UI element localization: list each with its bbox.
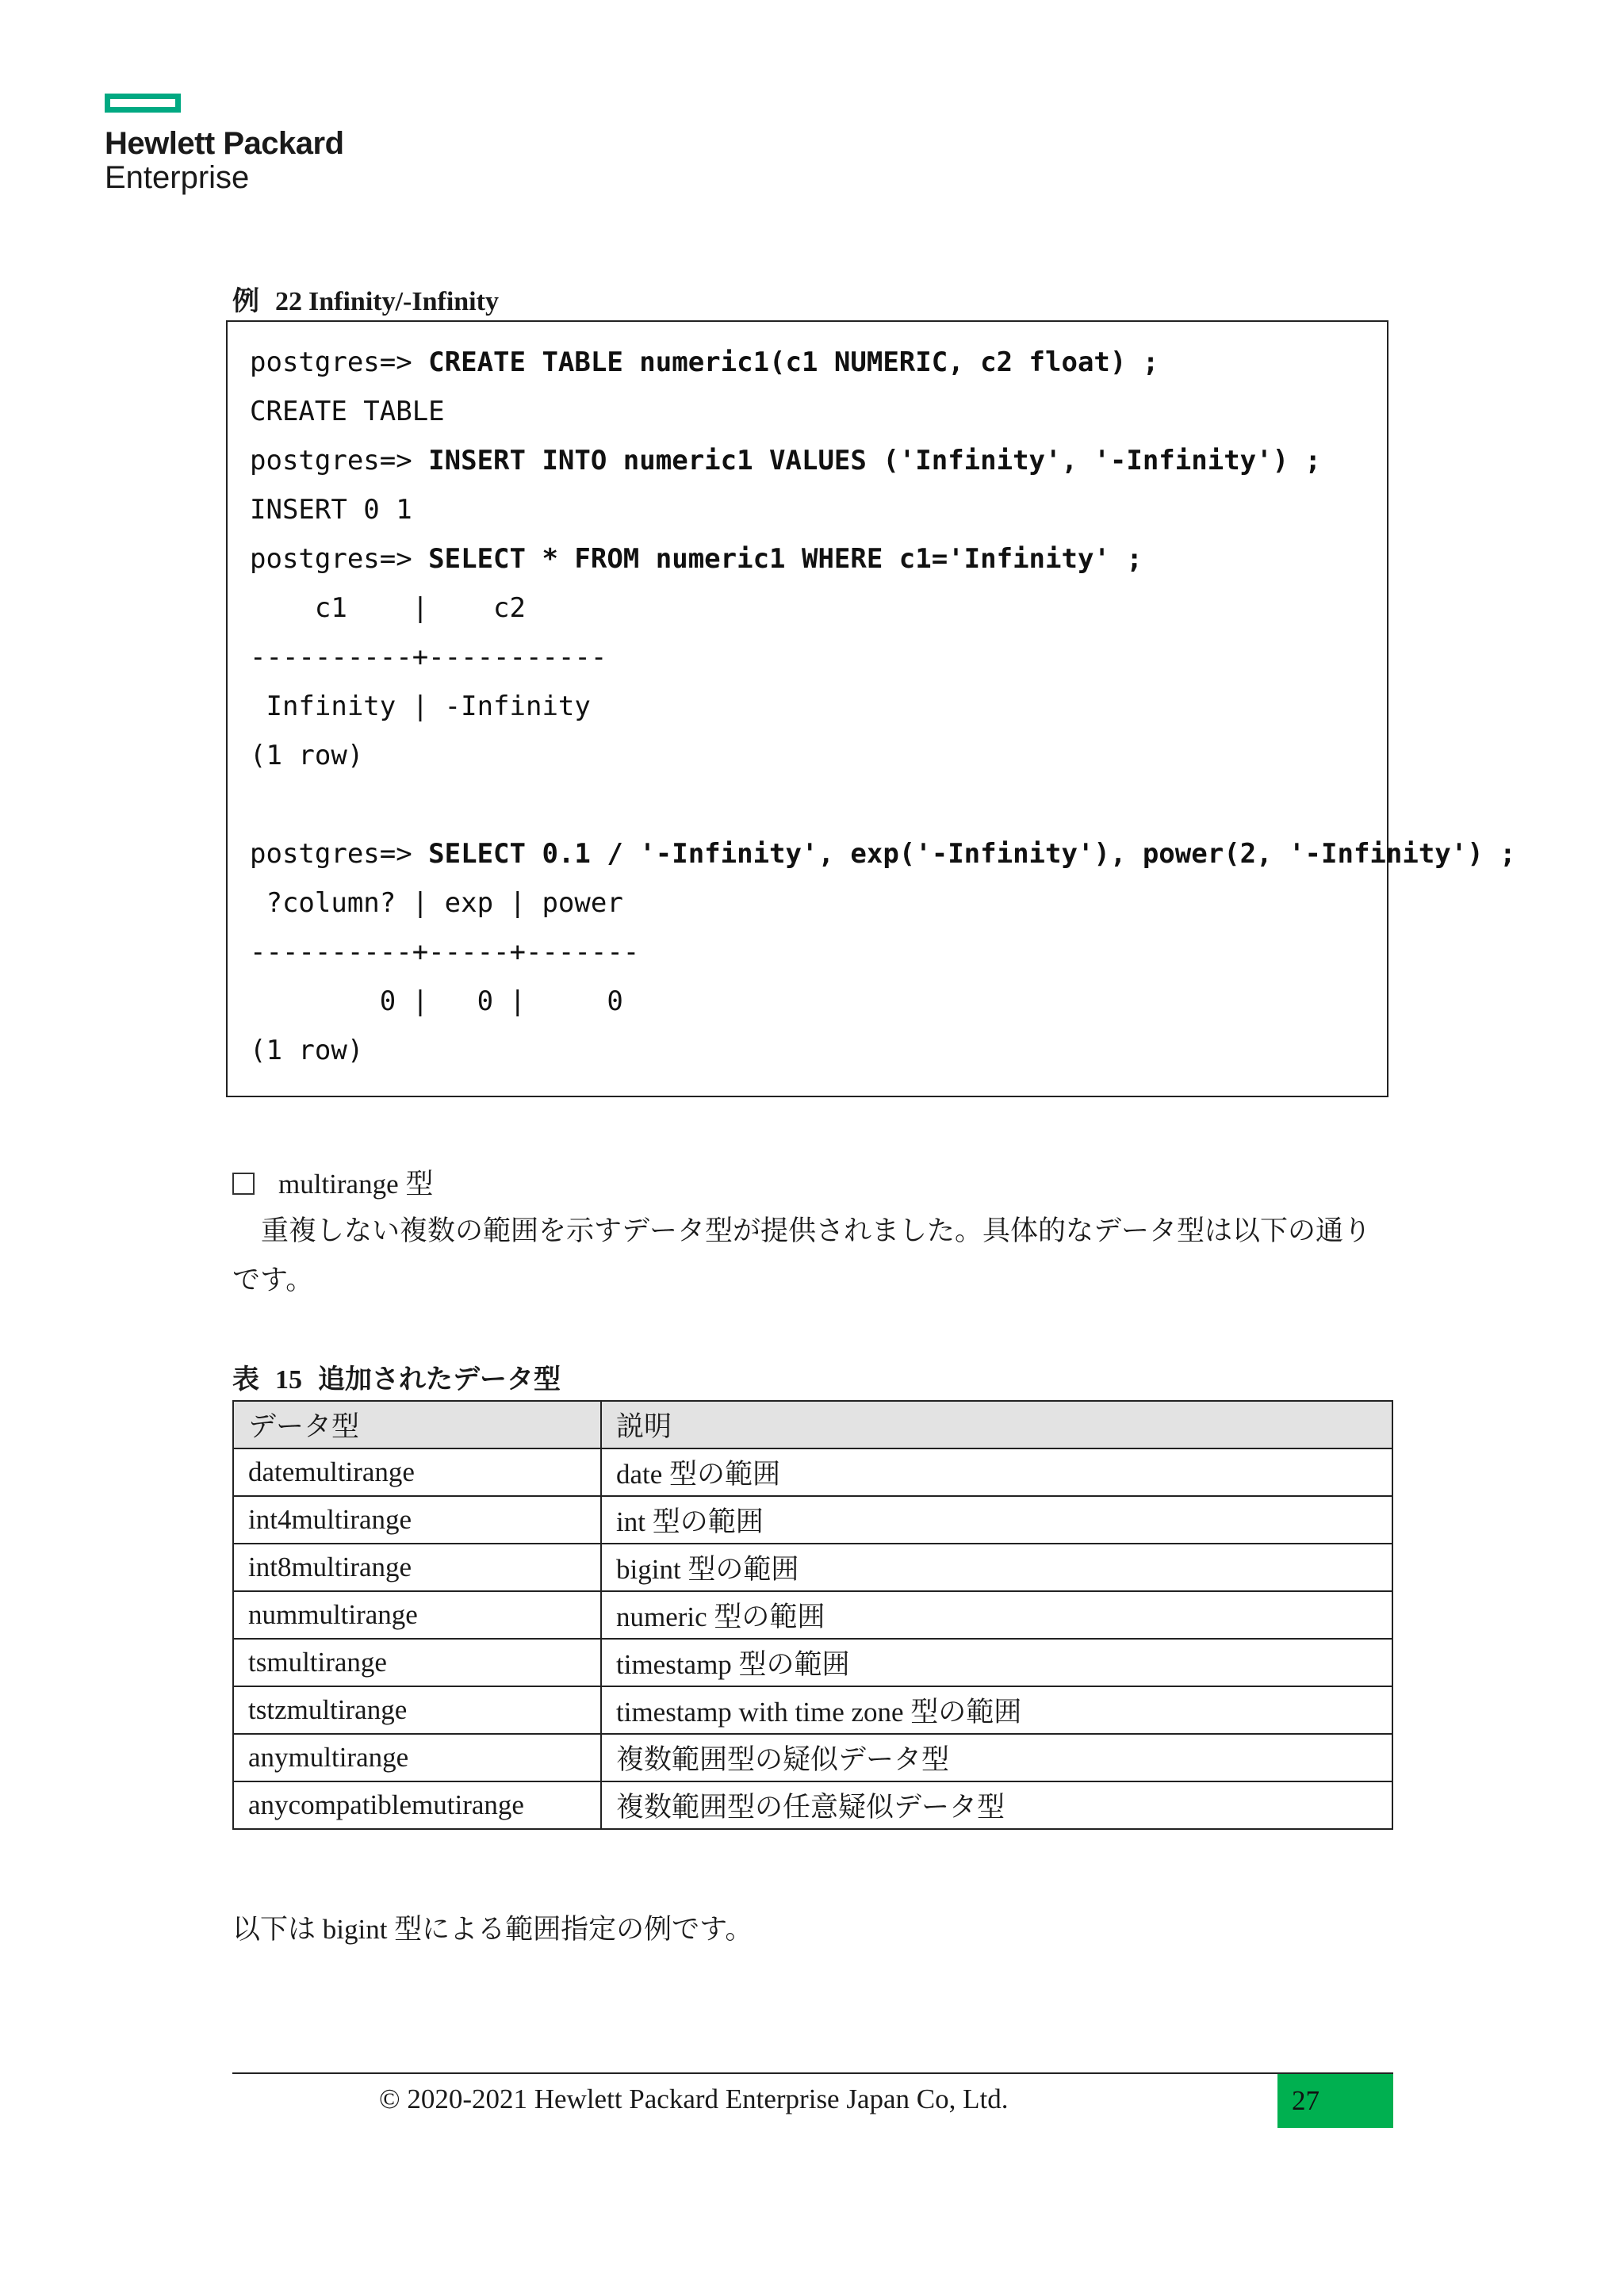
description-cell: int 型の範囲: [601, 1496, 1392, 1544]
code-line: ?column? | exp | power: [250, 887, 623, 919]
table-row: [233, 1686, 1392, 1734]
data-type-table: [232, 1400, 1393, 1830]
description-cell: date 型の範囲: [601, 1448, 1392, 1496]
code-line: (1 row): [250, 740, 364, 771]
table-header-description: 説明: [601, 1401, 1392, 1448]
section-paragraph: 重複しない複数の範囲を示すデータ型が提供されました。具体的なデータ型は以下の通りです。: [232, 1215, 1372, 1295]
table-row: [233, 1496, 1392, 1544]
code-line: (1 row): [250, 1035, 364, 1066]
type-cell: anycompatiblemutirange: [233, 1781, 601, 1829]
table-row: [233, 1781, 1392, 1829]
type-cell: int4multirange: [233, 1496, 601, 1544]
code-command: INSERT INTO numeric1 VALUES ('Infinity', '-Infinity') ;: [428, 445, 1322, 476]
example-caption-number: 22: [275, 287, 302, 316]
description-cell: timestamp 型の範囲: [601, 1639, 1392, 1686]
type-cell: tstzmultirange: [233, 1686, 601, 1734]
code-command: SELECT * FROM numeric1 WHERE c1='Infinity' ;: [428, 543, 1143, 575]
description-cell: numeric 型の範囲: [601, 1591, 1392, 1639]
code-line: [250, 829, 1516, 878]
code-line: Infinity | -Infinity: [250, 691, 591, 722]
type-cell: datemultirange: [233, 1448, 601, 1496]
description-cell: timestamp with time zone 型の範囲: [601, 1686, 1392, 1734]
type-cell: nummultirange: [233, 1591, 601, 1639]
table-row: [233, 1448, 1392, 1496]
table-header-type: データ型: [233, 1401, 601, 1448]
description-cell: 複数範囲型の任意疑似データ型: [601, 1781, 1392, 1829]
type-cell: tsmultirange: [233, 1639, 601, 1686]
type-cell: anymultirange: [233, 1734, 601, 1781]
code-prompt: postgres=>: [250, 346, 429, 378]
page-number: 27: [1277, 2074, 1393, 2128]
table-caption-title: 追加されたデータ型: [318, 1365, 561, 1395]
code-command: SELECT 0.1 / '-Infinity', exp('-Infinity'), power(2, '-Infinity') ;: [428, 838, 1516, 870]
example-caption-label: 例: [232, 287, 259, 316]
hpe-logo: [105, 94, 344, 195]
table-row: [233, 1591, 1392, 1639]
code-line: ----------+-----+-------: [250, 936, 640, 968]
checkbox-bullet-icon: [232, 1173, 255, 1195]
table-header-row: [233, 1401, 1392, 1448]
code-line: [250, 436, 1387, 485]
footer-divider: [232, 2072, 1393, 2074]
table-row: [233, 1639, 1392, 1686]
table-caption-number: 15: [275, 1365, 302, 1395]
code-line: [250, 338, 1387, 387]
section-heading: [232, 1162, 433, 1202]
type-cell: int8multirange: [233, 1544, 601, 1591]
code-line: ----------+-----------: [250, 641, 607, 673]
example-caption: [232, 279, 499, 318]
code-line: [250, 780, 1387, 829]
example-caption-title: Infinity/-Infinity: [308, 287, 499, 316]
footer-copyright: © 2020-2021 Hewlett Packard Enterprise Japan Co, Ltd.: [379, 2084, 1009, 2114]
table-caption: [232, 1357, 561, 1396]
description-cell: bigint 型の範囲: [601, 1544, 1392, 1591]
code-command: CREATE TABLE numeric1(c1 NUMERIC, c2 float) ;: [428, 346, 1159, 378]
code-line: [250, 534, 1387, 584]
footnote-text: 以下は bigint 型による範囲指定の例です。: [232, 1914, 753, 1945]
logo-line-2: Enterprise: [105, 160, 250, 195]
code-prompt: postgres=>: [250, 445, 429, 476]
table-row: [233, 1544, 1392, 1591]
code-prompt: postgres=>: [250, 543, 429, 575]
table-row: [233, 1734, 1392, 1781]
description-cell: 複数範囲型の疑似データ型: [601, 1734, 1392, 1781]
code-line: c1 | c2: [250, 592, 526, 624]
code-line: 0 | 0 | 0: [250, 985, 623, 1017]
logo-line-1: Hewlett Packard: [105, 126, 344, 161]
code-line: INSERT 0 1: [250, 494, 412, 526]
section-title: multirange 型: [278, 1169, 434, 1200]
hpe-logo-mark: [105, 94, 181, 113]
code-line: CREATE TABLE: [250, 396, 445, 427]
table-caption-label: 表: [232, 1365, 259, 1395]
code-block: [226, 320, 1516, 1097]
code-prompt: postgres=>: [250, 838, 429, 870]
